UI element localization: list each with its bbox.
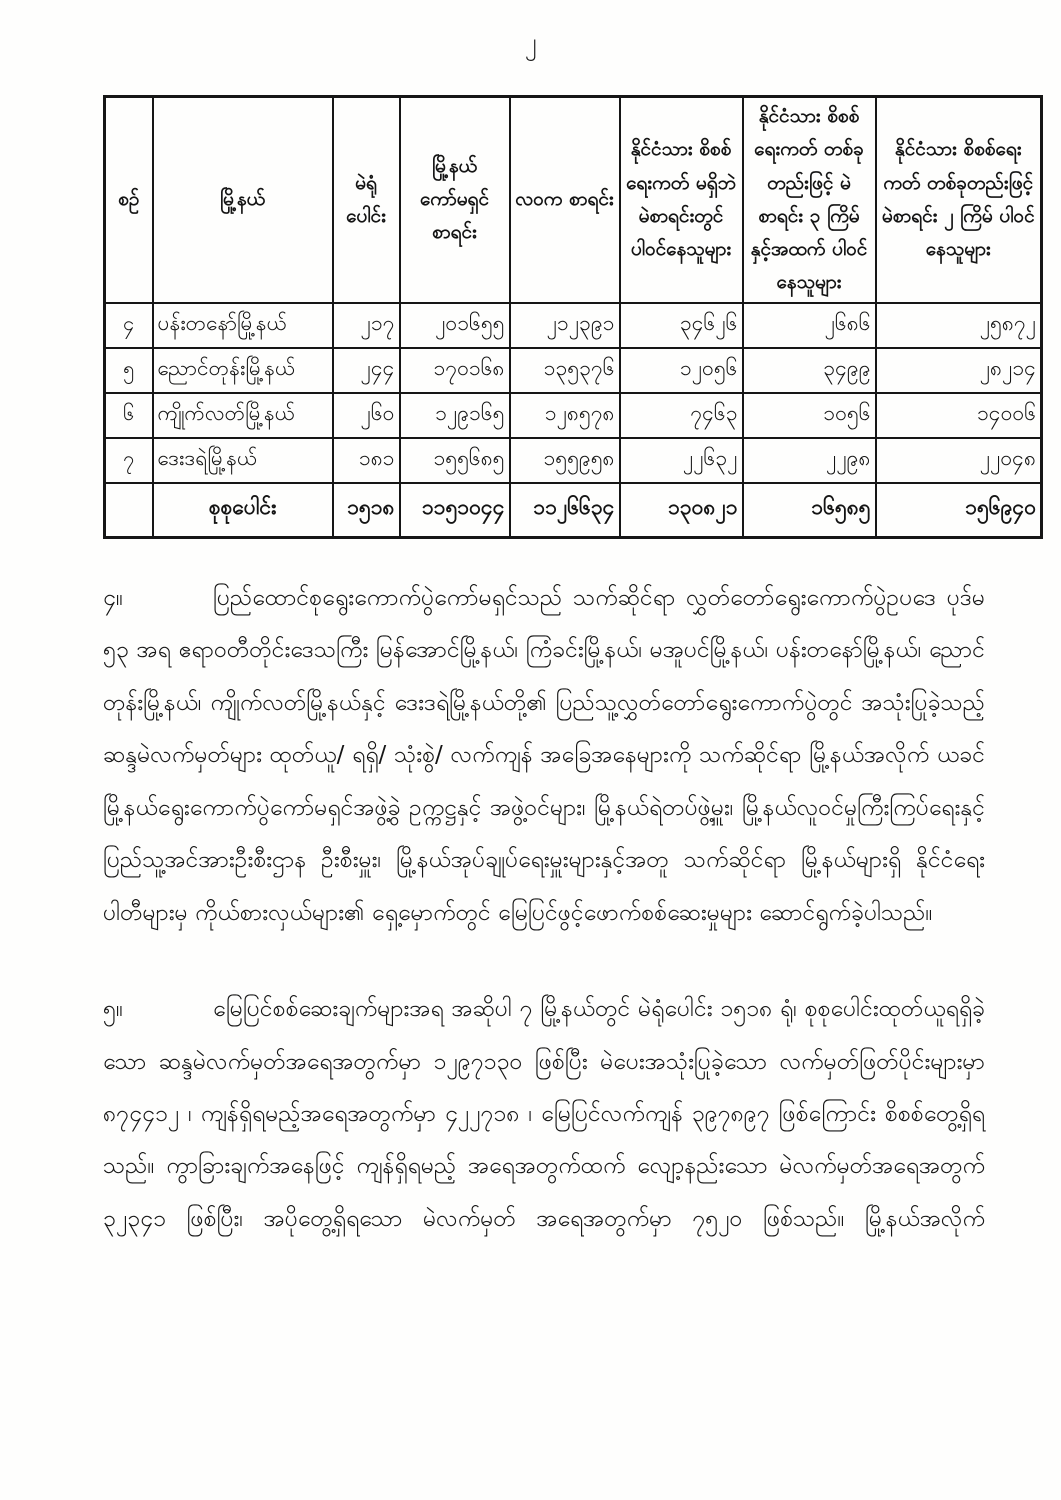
cell-total-same-nrc-2times: ၁၅၆၉၄၀ bbox=[876, 483, 1042, 538]
cell-serial: ၅ bbox=[105, 348, 153, 393]
header-polling-stations: မဲရုံ ပေါင်း bbox=[333, 97, 400, 303]
cell-immigration-list: ၁၃၅၃၇၆ bbox=[510, 348, 620, 393]
cell-total-polling-stations: ၁၅၁၈ bbox=[333, 483, 400, 538]
cell-serial-empty bbox=[105, 483, 153, 538]
cell-same-nrc-3plus: ၃၄၉၉ bbox=[743, 348, 876, 393]
cell-commission-list: ၁၂၉၁၆၅ bbox=[400, 393, 510, 438]
cell-same-nrc-2times: ၂၅၈၇၂ bbox=[876, 303, 1042, 348]
table-row bbox=[105, 348, 1042, 393]
cell-same-nrc-3plus: ၁၀၅၆ bbox=[743, 393, 876, 438]
header-township: မြို့နယ် bbox=[153, 97, 333, 303]
cell-total-label: စုစုပေါင်း bbox=[153, 483, 333, 538]
cell-immigration-list: ၁၅၅၉၅၈ bbox=[510, 438, 620, 483]
cell-same-nrc-2times: ၁၄၀၀၆ bbox=[876, 393, 1042, 438]
table-row bbox=[105, 303, 1042, 348]
cell-same-nrc-3plus: ၂၆၈၆ bbox=[743, 303, 876, 348]
paragraph-5-number: ၅။ bbox=[103, 996, 123, 1023]
cell-polling-stations: ၂၆၀ bbox=[333, 393, 400, 438]
cell-commission-list: ၁၅၅၆၈၅ bbox=[400, 438, 510, 483]
voter-list-statistics-table bbox=[103, 95, 1043, 539]
cell-serial: ၄ bbox=[105, 303, 153, 348]
paragraph-5-text: မြေပြင်စစ်ဆေးချက်များအရ အဆိုပါ ၇ မြို့နယ်တွင် မဲရုံပေါင်း ၁၅၁၈ ရုံ၊ စုစုပေါင်းထုတ်ယူရရှိခဲ့သော ဆန္ဒမဲလက်မှတ်အရေအတွက်မှာ ၁၂၉၇၁၃၀ ဖြစ်ပြီး မဲပေးအသုံးပြုခဲ့သော လက်မှတ်ဖြတ်ပိုင်းများမှာ ၈၇၄၄၁၂ ၊ ကျန်ရှိရမည့်အရေအတွက်မှာ ၄၂၂၇၁၈ ၊ မြေပြင်လက်ကျန် ၃၉၇၈၉၇ ဖြစ်ကြောင်း စိစစ်တွေ့ရှိရသည်။ ကွာခြားချက်အနေဖြင့် ကျန်ရှိရမည့် အရေအတွက်ထက် လျော့နည်းသော မဲလက်မှတ်အရေအတွက် ၃၂၃၄၁ ဖြစ်ပြီး၊ အပိုတွေ့ရှိရသော မဲလက်မှတ် အရေအတွက်မှာ ၇၅၂၀ ဖြစ်သည်။ မြို့နယ်အလိုက် bbox=[103, 996, 985, 1232]
cell-polling-stations: ၁၈၁ bbox=[333, 438, 400, 483]
table-header-row bbox=[105, 97, 1042, 303]
table-row bbox=[105, 393, 1042, 438]
cell-same-nrc-2times: ၂၈၂၁၄ bbox=[876, 348, 1042, 393]
header-commission-list: မြို့နယ် ကော်မရှင် စာရင်း bbox=[400, 97, 510, 303]
page-number: ၂ bbox=[524, 28, 537, 56]
cell-township: ပန်းတနော်မြို့နယ် bbox=[153, 303, 333, 348]
cell-no-nrc-in-list: ၁၂၀၅၆ bbox=[620, 348, 743, 393]
body-text bbox=[103, 572, 985, 1289]
table-total-row bbox=[105, 483, 1042, 538]
cell-serial: ၇ bbox=[105, 438, 153, 483]
cell-township: ညောင်တုန်းမြို့နယ် bbox=[153, 348, 333, 393]
paragraph-4-text: ပြည်ထောင်စုရွေးကောက်ပွဲကော်မရှင်သည် သက်ဆိုင်ရာ လွှတ်တော်ရွေးကောက်ပွဲဥပဒေ ပုဒ်မ ၅၃ အရ ဧရာဝတီတိုင်းဒေသကြီး မြန်အောင်မြို့နယ်၊ ကြံခင်းမြို့နယ်၊ မအူပင်မြို့နယ်၊ ပန်းတနော်မြို့နယ်၊ ညောင်တုန်းမြို့နယ်၊ ကျိုက်လတ်မြို့နယ်နှင့် ဒေးဒရဲမြို့နယ်တို့၏ ပြည်သူ့လွှတ်တော်ရွေးကောက်ပွဲတွင် အသုံးပြုခဲ့သည့် ဆန္ဒမဲလက်မှတ်များ ထုတ်ယူ/ ရရှိ/ သုံးစွဲ/ လက်ကျန် အခြေအနေများကို သက်ဆိုင်ရာ မြို့နယ်အလိုက် ယခင်မြို့နယ်ရွေးကောက်ပွဲကော်မရှင်အဖွဲ့ခွဲ ဥက္ကဋ္ဌနှင့် အဖွဲ့ဝင်များ၊ မြို့နယ်ရဲတပ်ဖွဲ့မှူး၊ မြို့နယ်လူဝင်မှုကြီးကြပ်ရေးနှင့် ပြည်သူ့အင်အားဦးစီးဌာန ဦးစီးမှူး၊ မြို့နယ်အုပ်ချုပ်ရေးမှူးများနှင့်အတူ သက်ဆိုင်ရာ မြို့နယ်များရှိ နိုင်ငံရေးပါတီများမှ ကိုယ်စားလှယ်များ၏ ရှေ့မှောက်တွင် မြေပြင်ဖွင့်ဖောက်စစ်ဆေးမှုများ ဆောင်ရွက်ခဲ့ပါသည်။ bbox=[103, 585, 985, 926]
cell-township: ဒေးဒရဲမြို့နယ် bbox=[153, 438, 333, 483]
cell-township: ကျိုက်လတ်မြို့နယ် bbox=[153, 393, 333, 438]
table-row bbox=[105, 438, 1042, 483]
cell-same-nrc-3plus: ၂၂၉၈ bbox=[743, 438, 876, 483]
cell-total-commission-list: ၁၁၅၁၀၄၄ bbox=[400, 483, 510, 538]
paragraph-5 bbox=[103, 983, 985, 1245]
header-no-nrc-in-list: နိုင်ငံသား စိစစ်ရေးကတ် မရှိဘဲ မဲစာရင်းတွင် ပါဝင်နေသူများ bbox=[620, 97, 743, 303]
cell-no-nrc-in-list: ၇၄၆၃ bbox=[620, 393, 743, 438]
header-serial: စဉ် bbox=[105, 97, 153, 303]
cell-no-nrc-in-list: ၃၄၆၂၆ bbox=[620, 303, 743, 348]
cell-same-nrc-2times: ၂၂၀၄၈ bbox=[876, 438, 1042, 483]
cell-polling-stations: ၂၄၄ bbox=[333, 348, 400, 393]
paragraph-4-number: ၄။ bbox=[103, 585, 123, 611]
cell-immigration-list: ၁၂၈၅၇၈ bbox=[510, 393, 620, 438]
cell-total-immigration-list: ၁၁၂၆၆၃၄ bbox=[510, 483, 620, 538]
header-same-nrc-2-times: နိုင်ငံသား စိစစ်ရေးကတ် တစ်ခုတည်းဖြင့် မဲစာရင်း ၂ ကြိမ် ပါဝင်နေသူများ bbox=[876, 97, 1042, 303]
cell-total-no-nrc-in-list: ၁၃၀၈၂၁ bbox=[620, 483, 743, 538]
cell-total-same-nrc-3plus: ၁၆၅၈၅ bbox=[743, 483, 876, 538]
cell-commission-list: ၁၇၀၁၆၈ bbox=[400, 348, 510, 393]
cell-no-nrc-in-list: ၂၂၆၃၂ bbox=[620, 438, 743, 483]
cell-serial: ၆ bbox=[105, 393, 153, 438]
paragraph-4 bbox=[103, 572, 985, 939]
cell-commission-list: ၂၀၁၆၅၅ bbox=[400, 303, 510, 348]
cell-immigration-list: ၂၁၂၃၉၁ bbox=[510, 303, 620, 348]
header-same-nrc-3plus-times: နိုင်ငံသား စိစစ်ရေးကတ် တစ်ခုတည်းဖြင့် မဲစာရင်း ၃ ကြိမ် နှင့်အထက် ပါဝင်နေသူများ bbox=[743, 97, 876, 303]
header-immigration-list: လဝက စာရင်း bbox=[510, 97, 620, 303]
cell-polling-stations: ၂၁၇ bbox=[333, 303, 400, 348]
